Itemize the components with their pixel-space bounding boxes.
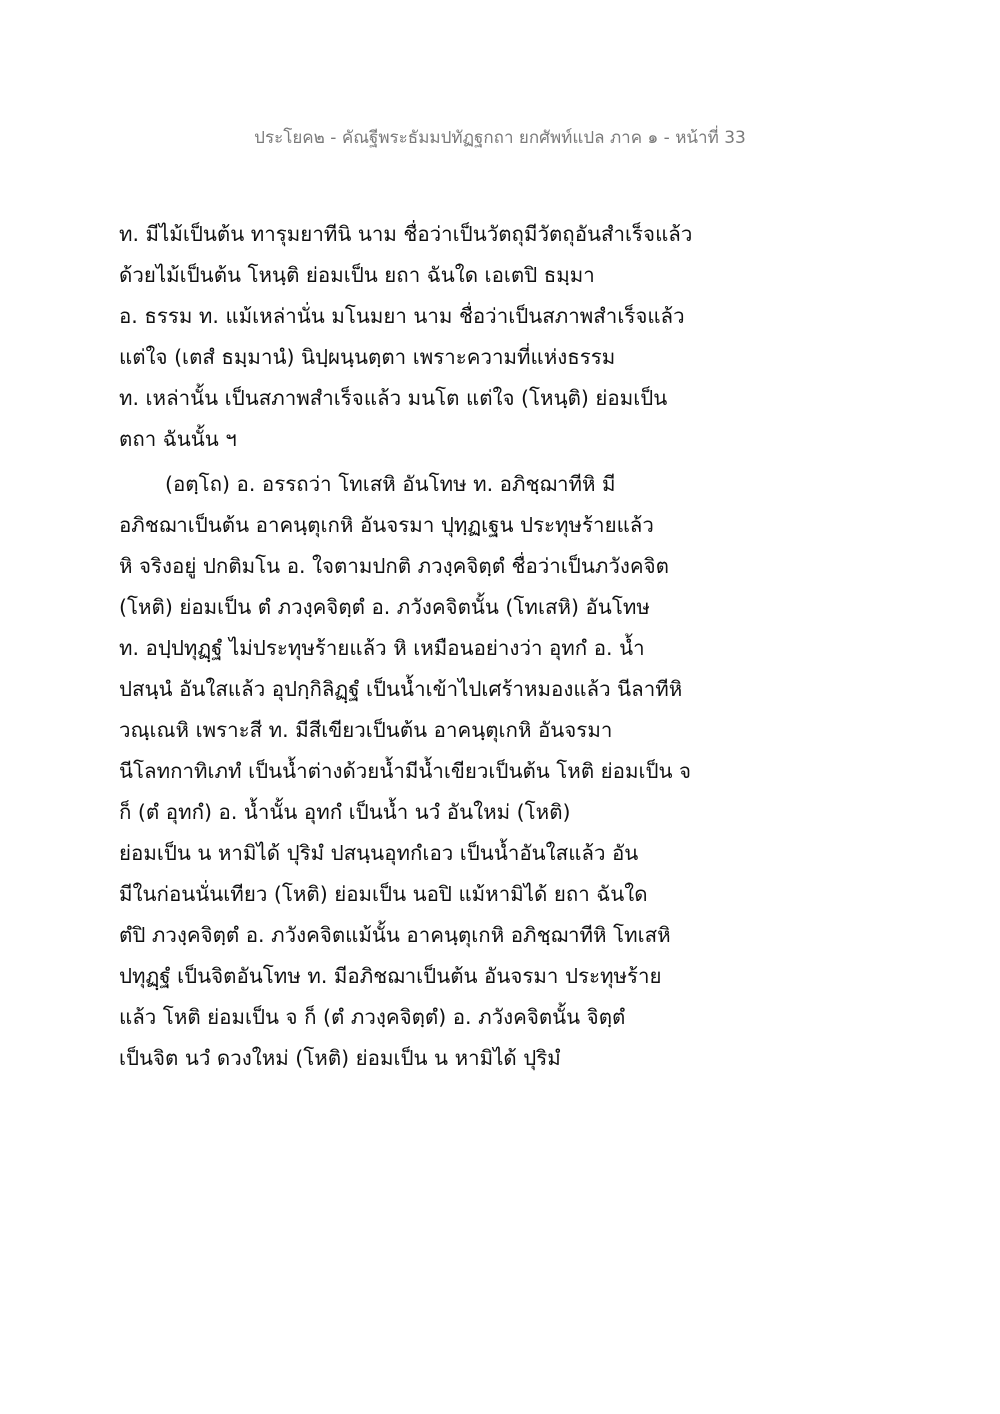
running-header: ประโยค๒ - คัณฐีพระธัมมปทัฏฐกถา ยกศัพท์แปล ภาค ๑ - หน้าที่ 33 (254, 128, 746, 148)
text-line: เป็นจิต นวํ ดวงใหม่ (โหติ) ย่อมเป็น น หามิได้ ปุริมํ (119, 1046, 561, 1070)
text-line: ปสนฺนํ อันใสแล้ว อุปกฺกิลิฏฺฐํ เป็นน้ำเข้าไปเศร้าหมองแล้ว นีลาทีหิ (119, 677, 683, 701)
text-line: ท. เหล่านั้น เป็นสภาพสำเร็จแล้ว มนโต แต่ใจ (โหนฺติ) ย่อมเป็น (119, 386, 668, 410)
text-line: ตถา ฉันนั้น ฯ (119, 427, 237, 451)
text-line-indented: (อตฺโถ) อ. อรรถว่า โทเสหิ อันโทษ ท. อภิชฺฌาทีหิ มี (165, 472, 616, 496)
text-line: ก็ (ตํ อุทกํ) อ. น้ำนั้น อุทกํ เป็นน้ำ นวํ อันใหม่ (โหติ) (119, 800, 571, 824)
text-line: ท. อปฺปทุฏฺฐํ ไม่ประทุษร้ายแล้ว หิ เหมือนอย่างว่า อุทกํ อ. น้ำ (119, 636, 645, 660)
body-text (119, 214, 719, 1079)
text-line: นีโลทกาทิเภทํ เป็นน้ำต่างด้วยน้ำมีน้ำเขียวเป็นต้น โหติ ย่อมเป็น จ (119, 759, 692, 783)
text-line: ตํปิ ภวงฺคจิตฺตํ อ. ภวังคจิตแม้นั้น อาคนฺตุเกหิ อภิชฺฌาทีหิ โทเสหิ (119, 923, 671, 947)
text-line: อภิชฌาเป็นต้น อาคนฺตุเกหิ อันจรมา ปุทฺฏเฐน ประทุษร้ายแล้ว (119, 513, 654, 537)
text-line: วณฺเณหิ เพราะสี ท. มีสีเขียวเป็นต้น อาคนฺตุเกหิ อันจรมา (119, 718, 613, 742)
paragraph-2 (119, 464, 719, 1079)
text-line: ปทุฏฺฐํ เป็นจิตอันโทษ ท. มีอภิชฌาเป็นต้น อันจรมา ประทุษร้าย (119, 964, 662, 988)
text-line: อ. ธรรม ท. แม้เหล่านั่น มโนมยา นาม ชื่อว่าเป็นสภาพสำเร็จแล้ว (119, 304, 685, 328)
text-line: แต่ใจ (เตสํ ธมฺมานํ) นิปฺผนฺนตฺตา เพราะความที่แห่งธรรม (119, 345, 616, 369)
text-line: (โหติ) ย่อมเป็น ตํ ภวงฺคจิตฺตํ อ. ภวังคจิตนั้น (โทเสหิ) อันโทษ (119, 595, 650, 619)
text-line: หิ จริงอยู่ ปกติมโน อ. ใจตามปกติ ภวงฺคจิตฺตํ ชื่อว่าเป็นภวังคจิต (119, 554, 669, 578)
paragraph-1 (119, 214, 719, 460)
text-line: ย่อมเป็น น หามิได้ ปุริมํ ปสนฺนอุทกํเอว เป็นน้ำอันใสแล้ว อัน (119, 841, 639, 865)
text-line: แล้ว โหติ ย่อมเป็น จ ก็ (ตํ ภวงฺคจิตฺตํ) อ. ภวังคจิตนั้น จิตฺตํ (119, 1005, 626, 1029)
text-line: ท. มีไม้เป็นต้น ทารุมยาทีนิ นาม ชื่อว่าเป็นวัตถุมีวัตถุอันสำเร็จแล้ว (119, 222, 693, 246)
text-line: มีในก่อนนั่นเทียว (โหติ) ย่อมเป็น นอปิ แม้หามิได้ ยถา ฉันใด (119, 882, 648, 906)
text-line: ด้วยไม้เป็นต้น โหนฺติ ย่อมเป็น ยถา ฉันใด เอเตปิ ธมฺมา (119, 263, 595, 287)
